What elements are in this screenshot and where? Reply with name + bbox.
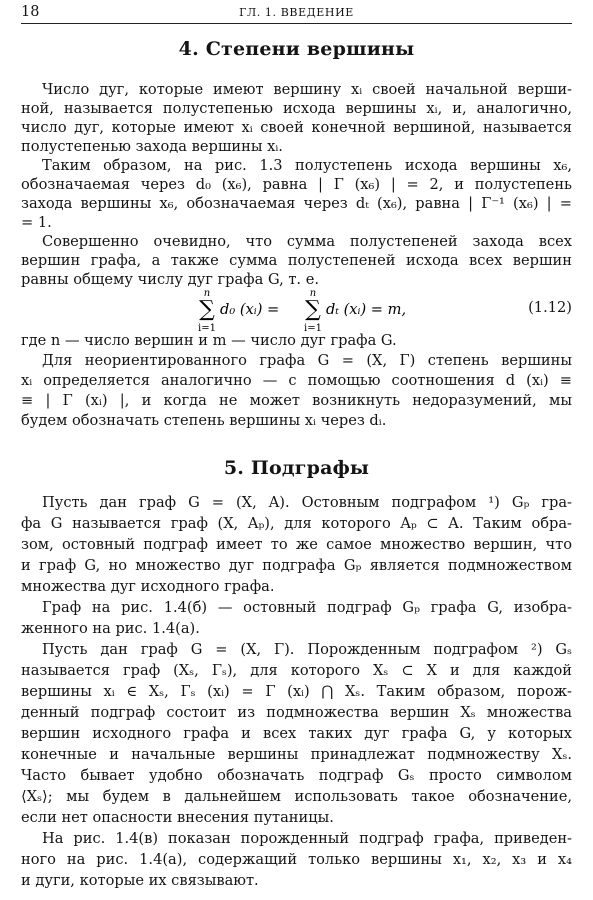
section-5-heading: 5. Подграфы <box>223 457 370 479</box>
paragraph-line: ной, называется полустепенью исхода вершины xᵢ, и, аналогично, <box>21 100 572 117</box>
paragraph-line: обозначаемая через d₀ (x₆), равна | Γ (x₆) | = 2, и полустепень <box>21 176 572 193</box>
paragraph-line: захода вершины x₆, обозначаемая через dₜ (x₆), равна | Γ⁻¹ (x₆) | = <box>21 195 572 212</box>
page-header <box>21 4 572 22</box>
paragraph-line: зом, остовный подграф имеет то же самое множество вершин, что <box>21 536 572 553</box>
sum-lower-limit: i=1 <box>198 323 216 334</box>
paragraph-line: число дуг, которые имеют xᵢ своей конечной вершиной, называется <box>21 119 572 136</box>
sum-upper-limit: n <box>203 288 211 299</box>
paragraph-line: Часто бывает удобно обозначать подграф Gₛ просто символом <box>21 767 572 784</box>
paragraph-line: называется граф (Xₛ, Γₛ), для которого Xₛ ⊂ X и для каждой <box>21 662 572 679</box>
equation-right: dₜ (xᵢ) = m, <box>326 301 407 318</box>
sum-sign-icon: ∑ <box>305 297 321 322</box>
paragraph-line: и граф G, но множество дуг подграфа Gₚ является подмножеством <box>21 557 572 574</box>
sum-lower-limit: i=1 <box>304 323 322 334</box>
paragraph-line: вершин графа, а также сумма полустепеней исхода всех вершин <box>21 252 572 269</box>
paragraph-line: Таким образом, на рис. 1.3 полустепень исхода вершины x₆, <box>42 157 572 174</box>
paragraph-line: женного на рис. 1.4(а). <box>21 620 200 637</box>
section-4-heading: 4. Степени вершины <box>178 38 415 60</box>
paragraph-line: На рис. 1.4(в) показан порожденный подграф графа, приведен- <box>42 830 572 847</box>
equation-number: (1.12) <box>528 299 572 316</box>
running-title: ГЛ. 1. ВВЕДЕНИЕ <box>239 6 354 19</box>
paragraph-line: вершин исходного графа и всех таких дуг графа G, у которых <box>21 725 572 742</box>
paragraph-line: вершины xᵢ ∈ Xₛ, Γₛ (xᵢ) = Γ (xᵢ) ⋂ Xₛ. Таким образом, порож- <box>21 683 572 700</box>
paragraph-line: Число дуг, которые имеют вершину xᵢ своей начальной верши- <box>42 81 572 98</box>
paragraph-line: Граф на рис. 1.4(б) — остовный подграф Gₚ графа G, изобра- <box>42 599 572 616</box>
paragraph-line: если нет опасности внесения путаницы. <box>21 809 334 826</box>
equation-left: d₀ (xᵢ) = <box>220 301 280 318</box>
paragraph-line: фа G называется граф (X, Aₚ), для которого Aₚ ⊂ A. Таким обра- <box>21 515 572 532</box>
paragraph-line: Пусть дан граф G = (X, A). Остовным подграфом ¹) Gₚ гра- <box>42 494 572 511</box>
paragraph-line: Пусть дан граф G = (X, Γ). Порожденным подграфом ²) Gₛ <box>42 641 572 658</box>
paragraph-line: ного на рис. 1.4(а), содержащий только вершины x₁, x₂, x₃ и x₄ <box>21 851 572 868</box>
page-number: 18 <box>21 4 40 20</box>
sum-upper-limit: n <box>309 288 317 299</box>
paragraph-line: конечные и начальные вершины принадлежат подмножеству Xₛ. <box>21 746 572 763</box>
paragraph-line: xᵢ определяется аналогично — с помощью соотношения d (xᵢ) ≡ <box>21 372 572 389</box>
paragraph-line: Для неориентированного графа G = (X, Γ) степень вершины <box>42 352 572 369</box>
paragraph-line: и дуги, которые их связывают. <box>21 872 259 889</box>
paragraph-line: равны общему числу дуг графа G, т. е. <box>21 271 319 288</box>
sum-sign-icon: ∑ <box>199 297 215 322</box>
paragraph-line: ⟨Xₛ⟩; мы будем в дальнейшем использовать такое обозначение, <box>21 788 572 805</box>
paragraph-line: ≡ | Γ (xᵢ) |, и когда не может возникнуть недоразумений, мы <box>21 392 572 409</box>
paragraph-line: = 1. <box>21 214 52 231</box>
paragraph-line: полустепенью захода вершины xᵢ. <box>21 138 283 155</box>
paragraph-line: денный подграф состоит из подмножества вершин Xₛ множества <box>21 704 572 721</box>
paragraph-line: будем обозначать степень вершины xᵢ через dᵢ. <box>21 412 387 429</box>
header-rule <box>21 23 572 24</box>
paragraph-line: множества дуг исходного графа. <box>21 578 275 595</box>
equation-1-12 <box>196 287 416 335</box>
paragraph-line: Совершенно очевидно, что сумма полустепеней захода всех <box>42 233 572 250</box>
paragraph-line: где n — число вершин и m — число дуг графа G. <box>21 332 397 349</box>
